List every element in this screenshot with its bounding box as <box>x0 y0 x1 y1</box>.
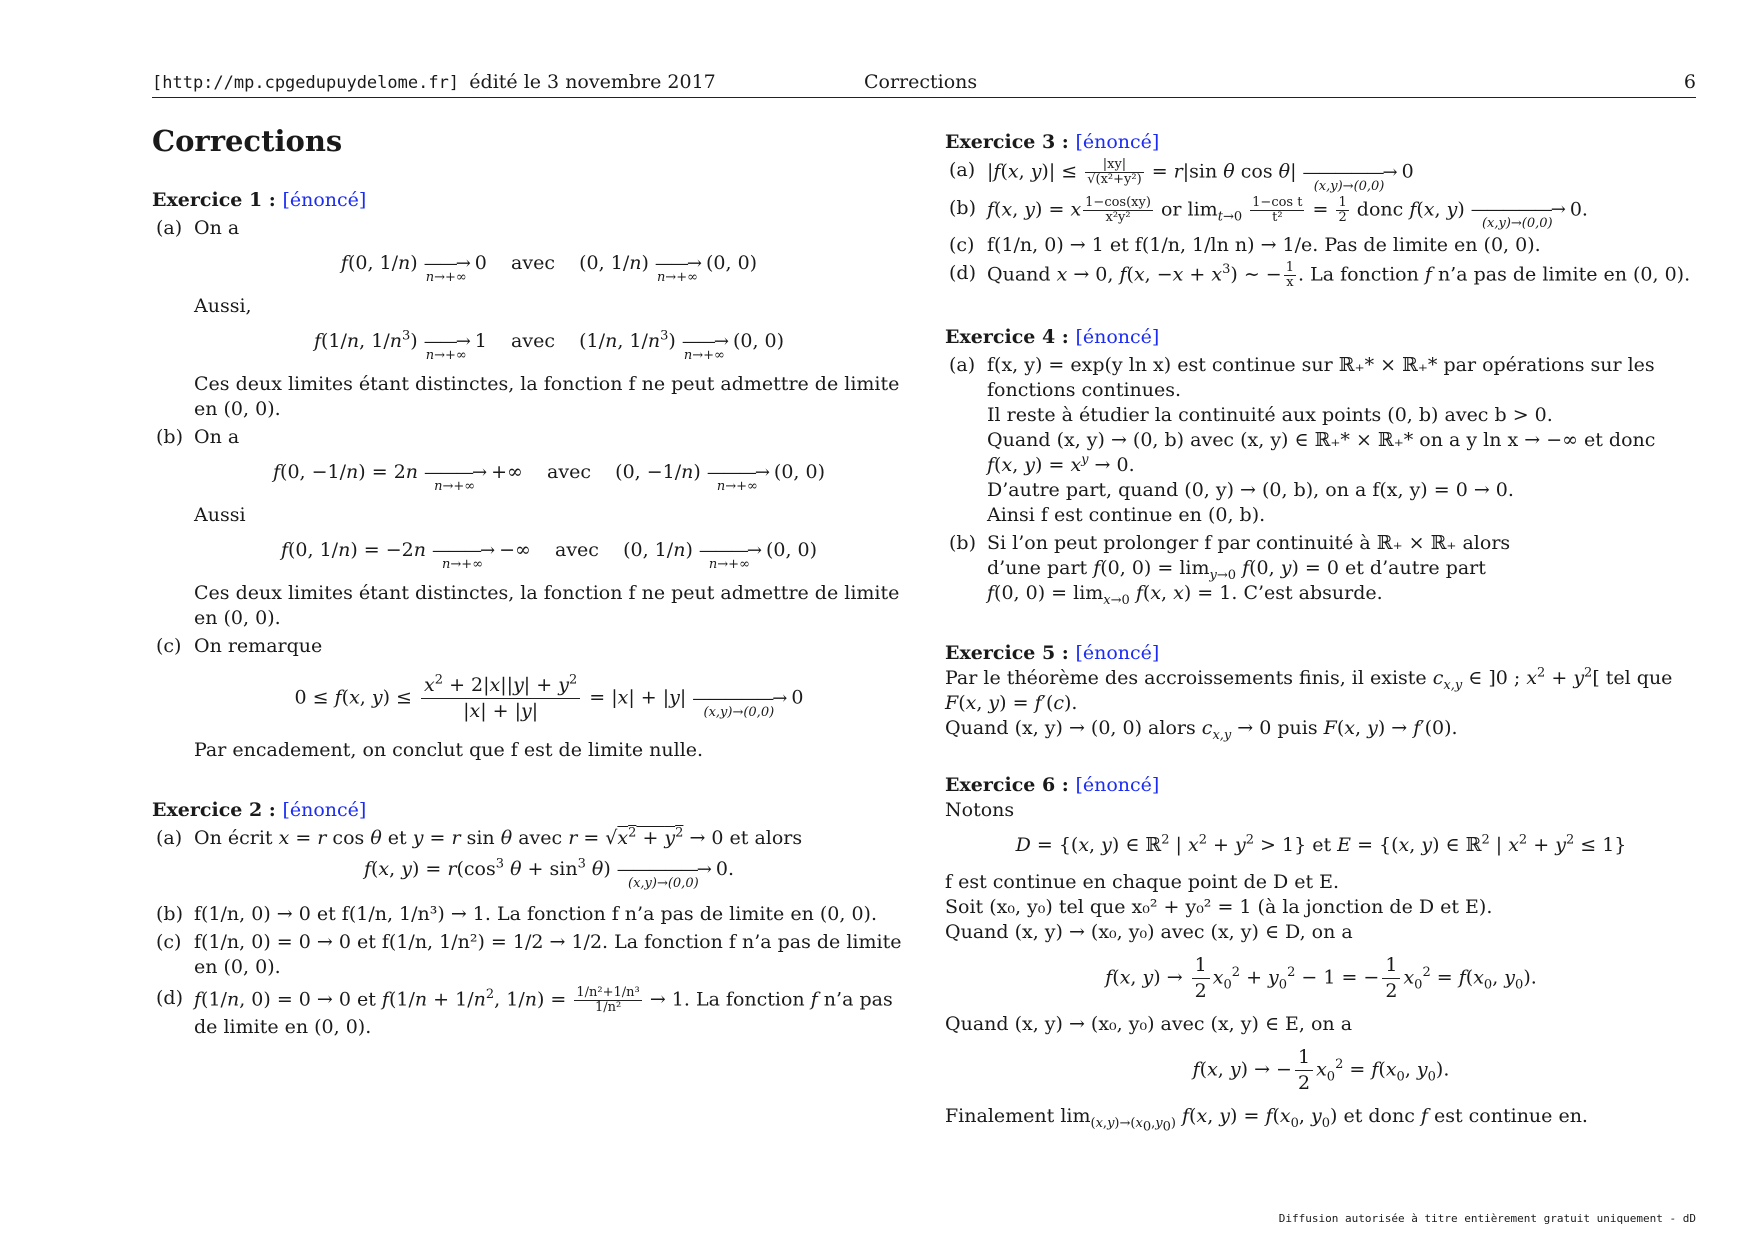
ex1-b-aussi: Aussi <box>194 504 246 526</box>
page-header <box>152 70 1696 98</box>
page-title: Corrections <box>152 124 343 158</box>
ex4-b-line1: Si l’on peut prolonger f par continuité à ℝ₊ × ℝ₊ alors <box>987 532 1511 554</box>
exercise-3-title: Exercice 3 : [énoncé] <box>945 131 1160 153</box>
ex1-b-eq2: f(0, 1/n) = −2n ———→ n→+∞ −∞ avec (0, 1/n) ———→ n→+∞ (0, 0) <box>280 539 818 572</box>
ex2-item-d: (d) f(1/n, 0) = 0 → 0 et $f(1/n + 1/n^2$, 1/n) = $\frac{\text{1/n²+1/n³}}{\text{1/n²}}$ → 1. La fonction f n’a pas de limite en (0, 0). <box>152 986 904 1040</box>
ex2-item-c: (c) f(1/n, 0) = 0 → 0 et f(1/n, 1/n²) = 1/2 → 1/2. La fonction f n’a pas de limite en (0, 0). <box>152 930 904 980</box>
ex4-a-line4: f(x, $y) = x^y \to 0$. <box>987 452 1135 476</box>
left-column <box>152 120 904 1043</box>
ex4-b-line2: d’une part f(0, $0) = \lim_{y\to 0} f(0$, y) = 0 et d’autre part <box>987 557 1486 583</box>
page-number: 6 <box>1683 71 1696 93</box>
ex3-b-text: f(x, y) = x $\frac{1-\cos(xy)}{\text{x²y²}}$ or $\lim_{t\to 0}$ $\frac{\text{1−cos t}}{\text{t²}}$ = $\frac{1}{2}$ donc f(x, y) —————→ (x,y)→(0,0) 0. <box>987 194 1588 231</box>
ex3-c-text: f(1/n, 0) → 1 et f(1/n, 1/ln n) → 1/e. Pas de limite en (0, 0). <box>987 234 1541 256</box>
ex3-a-text: |f(x, y)| ≤ $\frac{|xy|}{\text{√(x²+y²)}}$ = r|sin θ cos θ| —————→ (x,y)→(0,0) 0 <box>987 157 1414 194</box>
ex1-item-b: (b) On a f(0, −1/n) = 2n ———→ n→+∞ +∞ avec (0, −1/n) ———→ n→+∞ (0, 0) Aussi f(0, 1/n) = −2n ———→ n→+∞ −∞ avec (0, 1/n) ———→ n→+∞ (0, 0) Ces deux limites étant distinctes, la fonction f ne peut admettre de limite en (0, 0). <box>152 425 904 631</box>
ex4-a-line1: f(x, y) = exp(y ln x) est continue sur ℝ₊* × ℝ₊* par opérations sur les fonctions continues. <box>987 354 1655 401</box>
ex1-c-intro: On remarque <box>194 635 323 657</box>
ex1-b-conclusion: Ces deux limites étant distinctes, la fonction f ne peut admettre de limite en (0, 0). <box>194 582 900 629</box>
header-source <box>152 70 716 96</box>
ex6-eq-d: f(x, y) → $\frac{1}{2}$ $x_0^2 + y_0^2 - 1$ = − $\frac{1}{2}$ $x_0^2 = f(x_0$, $y_0$). <box>1105 954 1537 1002</box>
ex3-item-b: (b) f(x, y) = x $\frac{1-\cos(xy)}{\text{x²y²}}$ or $\lim_{t\to 0}$ $\frac{\text{1−cos t}}{\text{t²}}$ = $\frac{1}{2}$ donc f(x, y) —————→ (x,y)→(0,0) 0. <box>945 196 1697 231</box>
ex2-item-b: (b) f(1/n, 0) → 0 et f(1/n, 1/n³) → 1. La fonction f n’a pas de limite en (0, 0). <box>152 902 904 927</box>
ex6-sets: D = {(x, y) ∈ ℝ$^2$ | $x^2 + y^2 > 1$} et E = {(x, y) ∈ ℝ$^2$ | $x^2 + y^2 \le 1$} <box>1015 832 1627 856</box>
ex4-a-line3: Quand (x, y) → (0, b) avec (x, y) ∈ ℝ₊* × ℝ₊* on a y ln x → −∞ et donc <box>987 429 1656 451</box>
header-section: Corrections <box>864 71 978 93</box>
right-column <box>945 120 1697 1135</box>
ex1-item-c: (c) On remarque 0 ≤ f(x, y) ≤ $\frac{x^2 + 2|x||y| + y^2}{|x| + |y|}$ = |x| + |y| —————→ (x,y)→(0,0) 0 Par encadement, on conclut que f est de limite nulle. <box>152 634 904 763</box>
ex1-a-conclusion: Ces deux limites étant distinctes, la fonction f ne peut admettre de limite en (0, 0). <box>194 373 900 420</box>
ex2-d-text: f(1/n, 0) = 0 → 0 et $f(1/n + 1/n^2$, 1/n) = $\frac{\text{1/n²+1/n³}}{\text{1/n²}}$ → 1. La fonction f n’a pas de limite en (0, 0). <box>194 985 893 1038</box>
ex6-continuity: f est continue en chaque point de D et E. <box>945 871 1340 893</box>
ex1-a-aussi: Aussi, <box>194 295 252 317</box>
exercise-6-title: Exercice 6 : [énoncé] <box>945 774 1160 796</box>
ex5-line3: Quand (x, y) → (0, 0) alors $c_{x,y} \to 0$ puis F(x, y) → f′(0). <box>945 717 1458 743</box>
ex1-c-conclusion: Par encadement, on conclut que f est de limite nulle. <box>194 739 704 761</box>
ex1-c-eq: 0 ≤ f(x, y) ≤ $\frac{x^2 + 2|x||y| + y^2}{|x| + |y|}$ = |x| + |y| —————→ (x,y)→(0,0) 0 <box>294 672 804 722</box>
ex5-line2: F(x, y) = f′(c). <box>945 692 1078 714</box>
ex4-a-line2: Il reste à étudier la continuité aux points (0, b) avec b > 0. <box>987 404 1553 426</box>
ex5-line1: Par le théorème des accroissements finis, il existe $c_{x,y}$ ∈ ]0 ; $x^2 + y^2$[ tel que <box>945 665 1673 693</box>
ex6-notons: Notons <box>945 799 1015 821</box>
ex1-a-eq2: f(1/n, $1/n^3$) ——→ n→+∞ 1 avec (1/n, $1/n^3$) ——→ n→+∞ (0, 0) <box>313 328 785 363</box>
exercise-1-title: Exercice 1 : [énoncé] <box>152 189 367 211</box>
enonce-link-3[interactable]: [énoncé] <box>1075 131 1160 153</box>
ex1-b-intro: On a <box>194 426 240 448</box>
ex2-b-text: f(1/n, 0) → 0 et f(1/n, 1/n³) → 1. La fonction f n’a pas de limite en (0, 0). <box>194 903 877 925</box>
enonce-link-2[interactable]: [énoncé] <box>282 799 367 821</box>
ex1-a-intro: On a <box>194 217 240 239</box>
enonce-link-6[interactable]: [énoncé] <box>1075 774 1160 796</box>
footer-note: Diffusion autorisée à titre entièrement gratuit uniquement - dD <box>1278 1212 1696 1225</box>
enonce-link-4[interactable]: [énoncé] <box>1075 326 1160 348</box>
ex2-a-eq: f(x, $y) = r(\cos^3$ $\theta + \sin^3 \theta$) —————→ (x,y)→(0,0) 0. <box>363 856 735 891</box>
ex6-quand-e: Quand (x, y) → (x₀, y₀) avec (x, y) ∈ E, on a <box>945 1013 1353 1035</box>
ex6-quand-d: Quand (x, y) → (x₀, y₀) avec (x, y) ∈ D, on a <box>945 921 1353 943</box>
exercise-2-title: Exercice 2 : [énoncé] <box>152 799 367 821</box>
ex3-item-c: (c) f(1/n, 0) → 1 et f(1/n, 1/ln n) → 1/e. Pas de limite en (0, 0). <box>945 233 1697 258</box>
header-edited: édité le 3 novembre 2017 <box>469 71 716 93</box>
ex6-eq-e: f(x, y) → − $\frac{1}{2}$ $x_0^2 = f(x_0$, $y_0$). <box>1192 1046 1450 1094</box>
ex6-soit: Soit (x₀, y₀) tel que x₀² + y₀² = 1 (à la jonction de D et E). <box>945 896 1493 918</box>
ex3-d-text: Quand x → 0, f(x, $-x + x^3$) ∼ − $\frac{1}{x}$ . La fonction f n’a pas de limite en (0, 0). <box>987 260 1691 290</box>
header-url[interactable]: [http://mp.cpgedupuydelome.fr] <box>152 73 460 93</box>
ex1-a-eq1: f(0, 1/n) ——→ n→+∞ 0 avec (0, 1/n) ——→ n→+∞ (0, 0) <box>340 252 758 285</box>
enonce-link-5[interactable]: [énoncé] <box>1075 642 1160 664</box>
ex3-item-a: (a) |f(x, y)| ≤ $\frac{|xy|}{\text{√(x²+y²)}}$ = r|sin θ cos θ| —————→ (x,y)→(0,0) 0 <box>945 158 1697 193</box>
ex2-c-text: f(1/n, 0) = 0 → 0 et f(1/n, 1/n²) = 1/2 → 1/2. La fonction f n’a pas de limite en (0, 0). <box>194 931 902 978</box>
exercise-5-title: Exercice 5 : [énoncé] <box>945 642 1160 664</box>
ex2-a-text: On écrit x = r cos θ et y = r sin θ avec $r = √x^2 + y^2 \to 0$ et alors <box>194 825 803 849</box>
ex1-b-eq1: f(0, −1/n) = 2n ———→ n→+∞ +∞ avec (0, −1/n) ———→ n→+∞ (0, 0) <box>273 461 825 494</box>
ex2-item-a: (a) On écrit x = r cos θ et y = r sin θ avec $r = √x^2 + y^2 \to 0$ et alors f(x, $y) = r(\cos^3$ $\theta + \sin^3 \theta$) —————→ (x,y)→(0,0) 0. <box>152 826 904 890</box>
ex4-item-a: (a) f(x, y) = exp(y ln x) est continue sur ℝ₊* × ℝ₊* par opérations sur les fonctions continues. Il reste à étudier la continuité aux points (0, b) avec b > 0. Quand (x, y) → (0, b) avec (x, y) ∈ ℝ₊* × ℝ₊* on a y ln x → −∞ et donc f(x, $y) = x^y \to 0$. D’autre part, quand (0, y) → (0, b), on a f(x, y) = 0 → 0. Ainsi f est continue en (0, b). <box>945 353 1697 528</box>
ex6-final: Finalement $\lim_{(x,y)\to(x_0,y_0)} f(x$, $y) = f(x_0$, $y_0$) et donc f est continue en. <box>945 1105 1588 1135</box>
ex4-a-line6: Ainsi f est continue en (0, b). <box>987 504 1266 526</box>
ex1-item-a: (a) On a f(0, 1/n) ——→ n→+∞ 0 avec (0, 1/n) ——→ n→+∞ (0, 0) Aussi, f(1/n, $1/n^3$) ——→ n→+∞ 1 avec (1/n, $1/n^3$) ——→ n→+∞ (0, 0) Ces deux limites étant distinctes, la fonction f ne peut admettre de limite en (0, 0). <box>152 216 904 422</box>
ex4-a-line5: D’autre part, quand (0, y) → (0, b), on a f(x, y) = 0 → 0. <box>987 479 1514 501</box>
exercise-4-title: Exercice 4 : [énoncé] <box>945 326 1160 348</box>
ex4-b-line3: f(0, $0) = \lim_{x\to 0} f(x$, x) = 1. C’est absurde. <box>987 582 1383 608</box>
enonce-link-1[interactable]: [énoncé] <box>282 189 367 211</box>
ex4-item-b: (b) Si l’on peut prolonger f par continuité à ℝ₊ × ℝ₊ alors d’une part f(0, $0) = \lim_{y\to 0} f(0$, y) = 0 et d’autre part f(0, $0) = \lim_{x\to 0} f(x$, x) = 1. C’est absurde. <box>945 531 1697 606</box>
ex3-item-d: (d) Quand x → 0, f(x, $-x + x^3$) ∼ − $\frac{1}{x}$ . La fonction f n’a pas de limite en (0, 0). <box>945 261 1697 290</box>
